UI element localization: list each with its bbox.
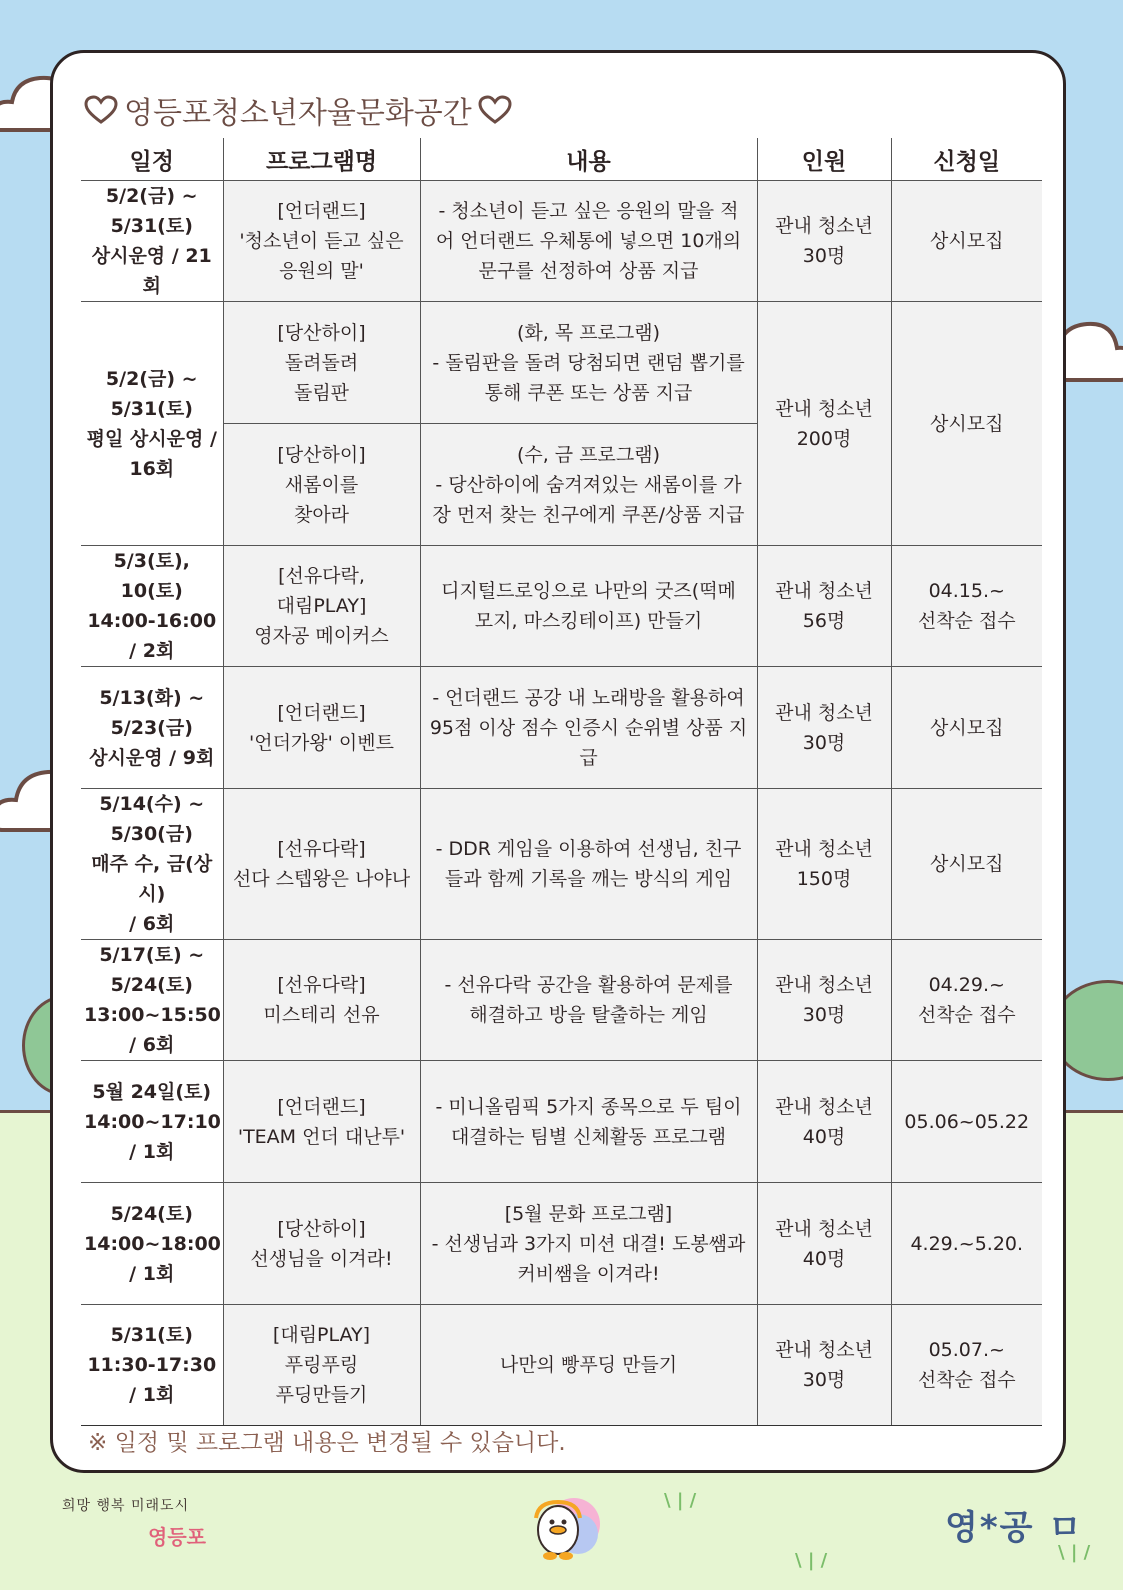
table-row xyxy=(81,302,1042,424)
cell-program: [당산하이] 새롬이를 찾아라 xyxy=(223,424,420,546)
notice-text: ※ 일정 및 프로그램 내용은 변경될 수 있습니다. xyxy=(88,1430,566,1456)
cell-apply: 04.15.~ 선착순 접수 xyxy=(891,546,1042,667)
cell-program: [언더랜드] 'TEAM 언더 대난투' xyxy=(223,1061,420,1183)
cell-date: 5/14(수) ~ 5/30(금) 매주 수, 금(상시) / 6회 xyxy=(81,789,223,940)
cell-program: [선유다락] 선다 스텝왕은 나야나 xyxy=(223,789,420,940)
column-header-program: 프로그램명 xyxy=(223,138,420,181)
cell-content: (수, 금 프로그램) - 당산하이에 숨겨져있는 새롬이를 가 장 먼저 찾는 친구에게 쿠폰/상품 지급 xyxy=(420,424,757,546)
project-logo: 영*공 ㅁ xyxy=(945,1508,1084,1548)
column-header-content: 내용 xyxy=(420,138,757,181)
cell-content: - 청소년이 듣고 싶은 응원의 말을 적 어 언더랜드 우체통에 넣으면 10개의 문구를 선정하여 상품 지급 xyxy=(420,181,757,302)
cell-date: 5/2(금) ~ 5/31(토) 상시운영 / 21회 xyxy=(81,181,223,302)
cell-content: [5월 문화 프로그램] - 선생님과 3가지 미션 대결! 도봉쌤과 커비쌤을 이겨라! xyxy=(420,1183,757,1305)
cell-date: 5/2(금) ~ 5/31(토) 평일 상시운영 / 16회 xyxy=(81,302,223,546)
cell-content: - 선유다락 공간을 활용하여 문제를 해결하고 방을 탈출하는 게임 xyxy=(420,940,757,1061)
table-row xyxy=(81,789,1042,940)
cell-people: 관내 청소년 30명 xyxy=(757,1305,891,1426)
cell-content: - 미니올림픽 5가지 종목으로 두 팀이 대결하는 팀별 신체활동 프로그램 xyxy=(420,1061,757,1183)
cell-people: 관내 청소년 30명 xyxy=(757,940,891,1061)
cell-content: (화, 목 프로그램) - 돌림판을 돌려 당첨되면 랜덤 뽑기를 통해 쿠폰 또는 상품 지급 xyxy=(420,302,757,424)
cell-date: 5/17(토) ~ 5/24(토) 13:00~15:50 / 6회 xyxy=(81,940,223,1061)
cell-apply: 상시모집 xyxy=(891,667,1042,789)
grass-icon: \ | / xyxy=(1058,1542,1091,1563)
cell-apply: 05.07.~ 선착순 접수 xyxy=(891,1305,1042,1426)
cell-date: 5/3(토), 10(토) 14:00-16:00 / 2회 xyxy=(81,546,223,667)
cell-content: 나만의 빵푸딩 만들기 xyxy=(420,1305,757,1426)
cell-program: [당산하이] 돌려돌려 돌림판 xyxy=(223,302,420,424)
cell-content: - 언더랜드 공강 내 노래방을 활용하여 95점 이상 점수 인증시 순위별 상품 지 급 xyxy=(420,667,757,789)
cell-people: 관내 청소년 40명 xyxy=(757,1183,891,1305)
cell-apply: 상시모집 xyxy=(891,789,1042,940)
cell-program: [언더랜드] '언더가왕' 이벤트 xyxy=(223,667,420,789)
column-header-apply: 신청일 xyxy=(891,138,1042,181)
cell-date: 5/24(토) 14:00~18:00 / 1회 xyxy=(81,1183,223,1305)
schedule-table xyxy=(81,138,1042,1426)
table-row xyxy=(81,181,1042,302)
column-header-date: 일정 xyxy=(81,138,223,181)
yeongdeungpo-logo xyxy=(62,1495,212,1555)
table-row xyxy=(81,667,1042,789)
heart-icon xyxy=(84,95,118,125)
cell-program: [선유다락, 대림PLAY] 영자공 메이커스 xyxy=(223,546,420,667)
table-header-row xyxy=(81,138,1042,181)
cell-apply: 05.06~05.22 xyxy=(891,1061,1042,1183)
heart-icon xyxy=(478,95,512,125)
cell-program: [언더랜드] '청소년이 듣고 싶은 응원의 말' xyxy=(223,181,420,302)
cell-people: 관내 청소년 30명 xyxy=(757,667,891,789)
cell-people: 관내 청소년 30명 xyxy=(757,181,891,302)
table-row xyxy=(81,1061,1042,1183)
logo-name: 영등포 xyxy=(148,1525,206,1549)
cell-apply: 상시모집 xyxy=(891,181,1042,302)
page-title xyxy=(84,86,512,134)
table-row xyxy=(81,1305,1042,1426)
table-row xyxy=(81,940,1042,1061)
cell-date: 5월 24일(토) 14:00~17:10 / 1회 xyxy=(81,1061,223,1183)
cell-content: - DDR 게임을 이용하여 선생님, 친구 들과 함께 기록을 깨는 방식의 게임 xyxy=(420,789,757,940)
cell-people: 관내 청소년 200명 xyxy=(757,302,891,546)
grass-icon: \ | / xyxy=(664,1490,697,1511)
cell-people: 관내 청소년 56명 xyxy=(757,546,891,667)
cell-content: 디지털드로잉으로 나만의 굿즈(떡메 모지, 마스킹테이프) 만들기 xyxy=(420,546,757,667)
cell-program: [당산하이] 선생님을 이겨라! xyxy=(223,1183,420,1305)
logo-slogan: 희망 행복 미래도시 xyxy=(62,1498,190,1514)
cell-apply: 4.29.~5.20. xyxy=(891,1183,1042,1305)
cell-people: 관내 청소년 40명 xyxy=(757,1061,891,1183)
cell-program: [대림PLAY] 푸링푸링 푸딩만들기 xyxy=(223,1305,420,1426)
cell-program: [선유다락] 미스테리 선유 xyxy=(223,940,420,1061)
duck-mascot-icon xyxy=(516,1478,606,1568)
page-title-text: 영등포청소년자율문화공간 xyxy=(124,96,472,131)
table-row xyxy=(81,546,1042,667)
cell-people: 관내 청소년 150명 xyxy=(757,789,891,940)
cell-apply: 상시모집 xyxy=(891,302,1042,546)
cell-date: 5/31(토) 11:30-17:30 / 1회 xyxy=(81,1305,223,1426)
cell-apply: 04.29.~ 선착순 접수 xyxy=(891,940,1042,1061)
column-header-people: 인원 xyxy=(757,138,891,181)
cell-date: 5/13(화) ~ 5/23(금) 상시운영 / 9회 xyxy=(81,667,223,789)
grass-icon: \ | / xyxy=(795,1550,828,1571)
table-row xyxy=(81,1183,1042,1305)
